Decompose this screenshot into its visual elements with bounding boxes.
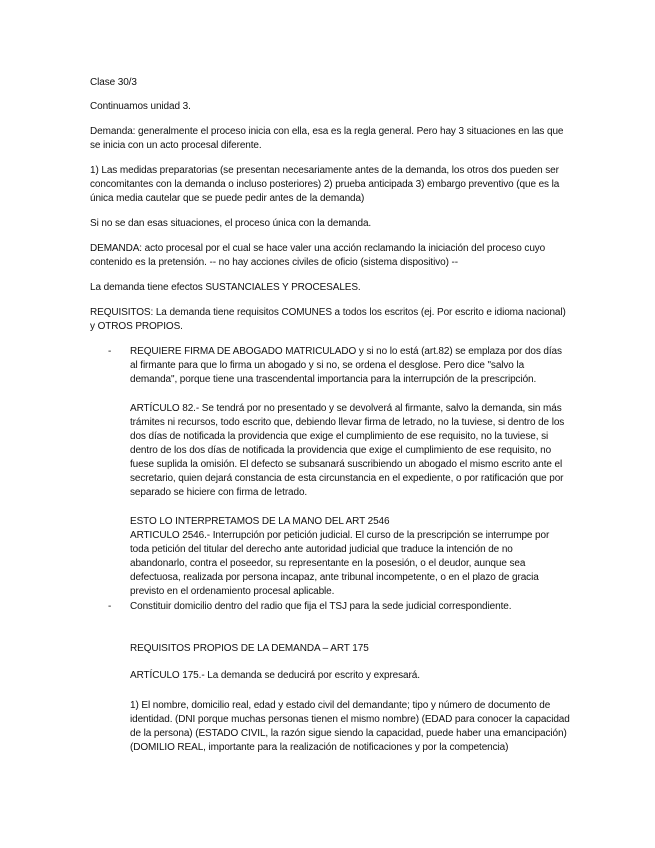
requisitos-paragraph: REQUISITOS: La demanda tiene requisitos COMUNES a todos los escritos (ej. Por escrito e idioma nacional) y OTROS PROPIOS. — [90, 307, 566, 332]
class-heading: Clase 30/3 — [90, 77, 137, 88]
bullet-firma-abogado: REQUIERE FIRMA DE ABOGADO MATRICULADO y si no lo está (art.82) se emplaza por dos días al firmante para que lo firma un abogado y si no, se ordena el desglose. Pero dice "salvo la demanda", porque tiene una trascendental importancia para la interrupción de la prescripción. — [130, 346, 562, 385]
situaciones-paragraph: 1) Las medidas preparatorias (se presentan necesariamente antes de la demanda, los otros dos pueden ser concomitantes con la demanda o incluso posteriores) 2) prueba anticipada 3) embargo preventivo (que es la única media cautelar que se puede pedir antes de la demanda) — [90, 165, 560, 204]
bullet-marker-1: - — [108, 346, 112, 357]
bullet-marker-2: - — [108, 601, 112, 612]
art2546-text: ARTICULO 2546.- Interrupción por petición judicial. El curso de la prescripción se interrumpe por toda petición del titular del derecho ante autoridad judicial que traduce la intención de no abandonarlo, contra el poseedor, su representante en la posesión, o el deudor, aunque sea defectuosa, realizada por persona incapaz, ante tribunal incompetente, o en el plazo de gracia previsto en el ordenamiento procesal aplicable. — [130, 530, 550, 597]
requisitos-propios-heading: REQUISITOS PROPIOS DE LA DEMANDA – ART 175 — [130, 643, 369, 654]
art82-text: ARTÍCULO 82.- Se tendrá por no presentado y se devolverá al firmante, salvo la demanda, sin más trámites ni recursos, todo escrito que, debiendo llevar firma de letrado, no la tuviese, si dentro de los dos días de notificada la providencia que exige el cumplimiento de ese requisito, no la tuviese, si dentro de los dos días de notificada la providencia que exige el cumplimiento de ese requisito, no fuese suplida la omisión. El defecto se subsanará suscribiendo un abogado el mismo escrito ante el secretario, quien dejará constancia de esta circunstancia en el expediente, o por ratificación que por separado se hiciere con firma de letrado. — [130, 403, 565, 498]
definicion-paragraph: DEMANDA: acto procesal por el cual se hace valer una acción reclamando la iniciación del proceso cuyo contenido es la pretensión. -- no hay acciones civiles de oficio (sistema dispositivo) -- — [90, 243, 546, 268]
art175-text: ARTÍCULO 175.- La demanda se deducirá por escrito y expresará. — [130, 670, 420, 681]
interpretamos-line: ESTO LO INTERPRETAMOS DE LA MANO DEL ART 2546 — [130, 516, 390, 527]
bullet-domicilio: Constituir domicilio dentro del radio que fija el TSJ para la sede judicial correspondiente. — [130, 601, 512, 612]
intro-line: Continuamos unidad 3. — [90, 101, 191, 112]
demanda-intro-paragraph: Demanda: generalmente el proceso inicia con ella, esa es la regla general. Pero hay 3 situaciones en las que se inicia con un acto procesal diferente. — [90, 126, 564, 151]
efectos-paragraph: La demanda tiene efectos SUSTANCIALES Y PROCESALES. — [90, 282, 361, 293]
si-no-paragraph: Si no se dan esas situaciones, el proceso única con la demanda. — [90, 218, 372, 229]
requisito-item-1: 1) El nombre, domicilio real, edad y estado civil del demandante; tipo y número de documento de identidad. (DNI porque muchas personas tienen el mismo nombre) (EDAD para conocer la capacidad de la persona) (ESTADO CIVIL, la razón sigue siendo la capacidad, puede haber una emancipación) (DOMILIO REAL, importante para la realización de notificaciones y por la competencia) — [130, 700, 570, 753]
